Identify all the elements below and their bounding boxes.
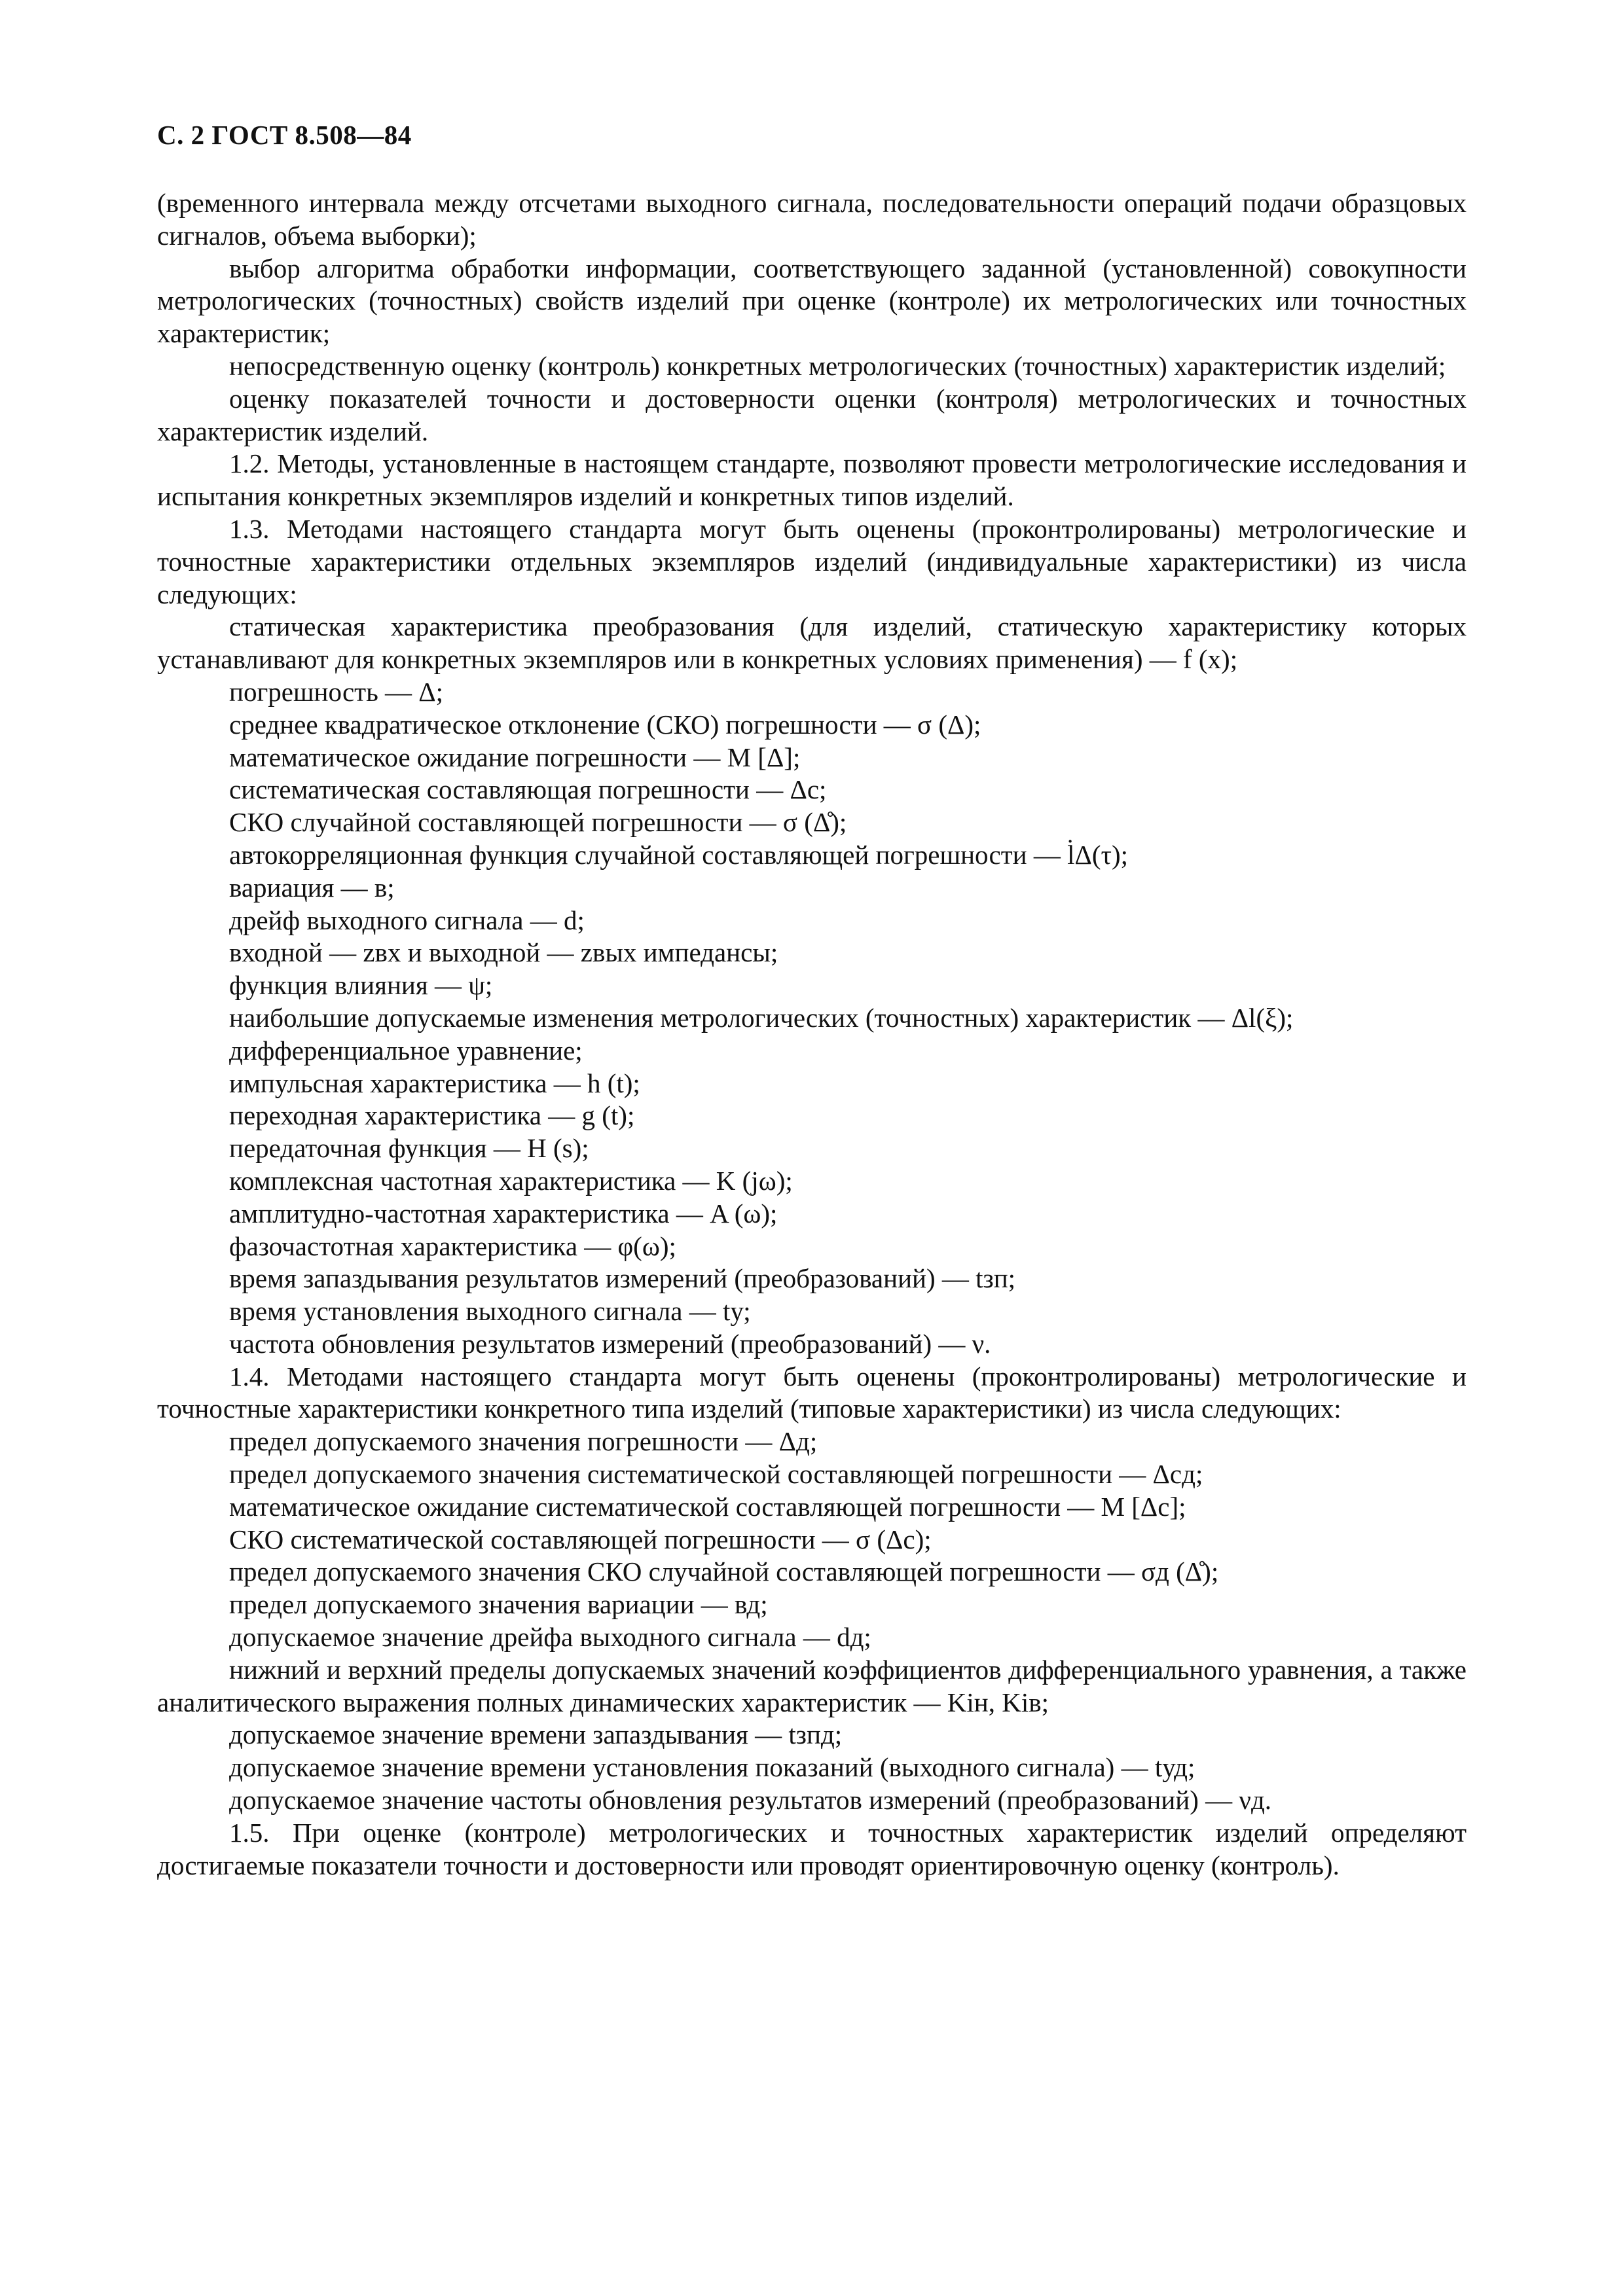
- paragraph: (временного интервала между отсчетами выходного сигнала, последовательности операций подачи образцовых сигналов, объема выборки);: [157, 188, 1467, 251]
- list-item: передаточная функция — H (s);: [229, 1133, 589, 1164]
- list-item: допускаемое значение дрейфа выходного сигнала — dд;: [229, 1622, 871, 1653]
- list-item: время запаздывания результатов измерений (преобразований) — tзп;: [229, 1263, 1016, 1294]
- type-characteristics-list: [157, 1426, 1467, 1817]
- paragraph-1-3: 1.3. Методами настоящего стандарта могут быть оценены (проконтролированы) метрологические и точностные характеристики отдельных экземпляров изделий (индивидуальные характеристики) из числа следующих:: [157, 513, 1467, 609]
- document-page: [157, 117, 1467, 1882]
- paragraph: выбор алгоритма обработки информации, соответствующего заданной (установленной) совокупности метрологических (точностных) свойств изделий при оценке (контроле) их метрологических или точностных характеристик;: [157, 253, 1467, 349]
- individual-characteristics-list: [157, 611, 1467, 1360]
- list-item: дрейф выходного сигнала — d;: [229, 905, 585, 935]
- list-item: входной — zвх и выходной — zвых импедансы;: [229, 937, 778, 968]
- list-item: предел допускаемого значения СКО случайной составляющей погрешности — σд (Δ̊);: [229, 1556, 1219, 1587]
- paragraph-1-4: 1.4. Методами настоящего стандарта могут быть оценены (проконтролированы) метрологические и точностные характеристики конкретного типа изделий (типовые характеристики) из числа следующих:: [157, 1361, 1467, 1424]
- list-item: амплитудно-частотная характеристика — A (ω);: [229, 1198, 778, 1229]
- paragraph-1-2: 1.2. Методы, установленные в настоящем стандарте, позволяют провести метрологические исследования и испытания конкретных экземпляров изделий и конкретных типов изделий.: [157, 448, 1467, 512]
- intro-paragraphs: [157, 187, 1467, 611]
- list-item: комплексная частотная характеристика — K (jω);: [229, 1165, 793, 1196]
- list-item: время установления выходного сигнала — tу;: [229, 1296, 751, 1327]
- paragraph-1-5: 1.5. При оценке (контроле) метрологических и точностных характеристик изделий определяют достигаемые показатели точности и достоверности или проводят ориентировочную оценку (контроль).: [157, 1817, 1467, 1880]
- list-item: допускаемое значение времени установления показаний (выходного сигнала) — tуд;: [229, 1752, 1195, 1783]
- list-item: переходная характеристика — g (t);: [229, 1100, 635, 1131]
- list-item: среднее квадратическое отклонение (СКО) погрешности — σ (Δ);: [229, 709, 981, 740]
- paragraph: непосредственную оценку (контроль) конкретных метрологических (точностных) характеристик изделий;: [229, 350, 1446, 381]
- list-item: предел допускаемого значения погрешности — Δд;: [229, 1426, 818, 1457]
- list-item: СКО случайной составляющей погрешности — σ (Δ̊);: [229, 807, 847, 838]
- list-item: статическая характеристика преобразования (для изделий, статическую характеристику которых устанавливают для конкретных экземпляров или в конкретных условиях применения) — f (x);: [157, 611, 1467, 675]
- list-item: систематическая составляющая погрешности — Δс;: [229, 774, 827, 805]
- list-item: допускаемое значение частоты обновления результатов измерений (преобразований) — νд.: [229, 1785, 1272, 1816]
- list-item: нижний и верхний пределы допускаемых значений коэффициентов дифференциального уравнения, а также аналитического выражения полных динамических характеристик — Kiн, Kiв;: [157, 1654, 1467, 1717]
- list-item: математическое ожидание погрешности — M [Δ];: [229, 742, 801, 772]
- list-item: автокорреляционная функция случайной составляющей погрешности — l̇Δ(τ);: [229, 839, 1129, 870]
- list-item: предел допускаемого значения систематической составляющей погрешности — Δсд;: [229, 1459, 1203, 1490]
- list-item: СКО систематической составляющей погрешности — σ (Δс);: [229, 1524, 932, 1554]
- list-item: вариация — в;: [229, 872, 395, 903]
- list-item: функция влияния — ψ;: [229, 970, 493, 1001]
- list-item: импульсная характеристика — h (t);: [229, 1067, 640, 1098]
- list-item: погрешность — Δ;: [229, 676, 444, 707]
- list-item: частота обновления результатов измерений (преобразований) — ν.: [229, 1328, 991, 1359]
- list-item: допускаемое значение времени запаздывания — tзпд;: [229, 1719, 843, 1750]
- list-item: фазочастотная характеристика — φ(ω);: [229, 1230, 676, 1261]
- page-header: С. 2 ГОСТ 8.508—84: [157, 120, 412, 150]
- list-item: наибольшие допускаемые изменения метрологических (точностных) характеристик — Δl(ξ);: [229, 1002, 1294, 1033]
- paragraph: оценку показателей точности и достоверности оценки (контроля) метрологических и точностных характеристик изделий.: [157, 383, 1467, 446]
- list-item: дифференциальное уравнение;: [229, 1035, 583, 1066]
- list-item: предел допускаемого значения вариации — вд;: [229, 1589, 768, 1620]
- list-item: математическое ожидание систематической составляющей погрешности — M [Δс];: [229, 1491, 1186, 1522]
